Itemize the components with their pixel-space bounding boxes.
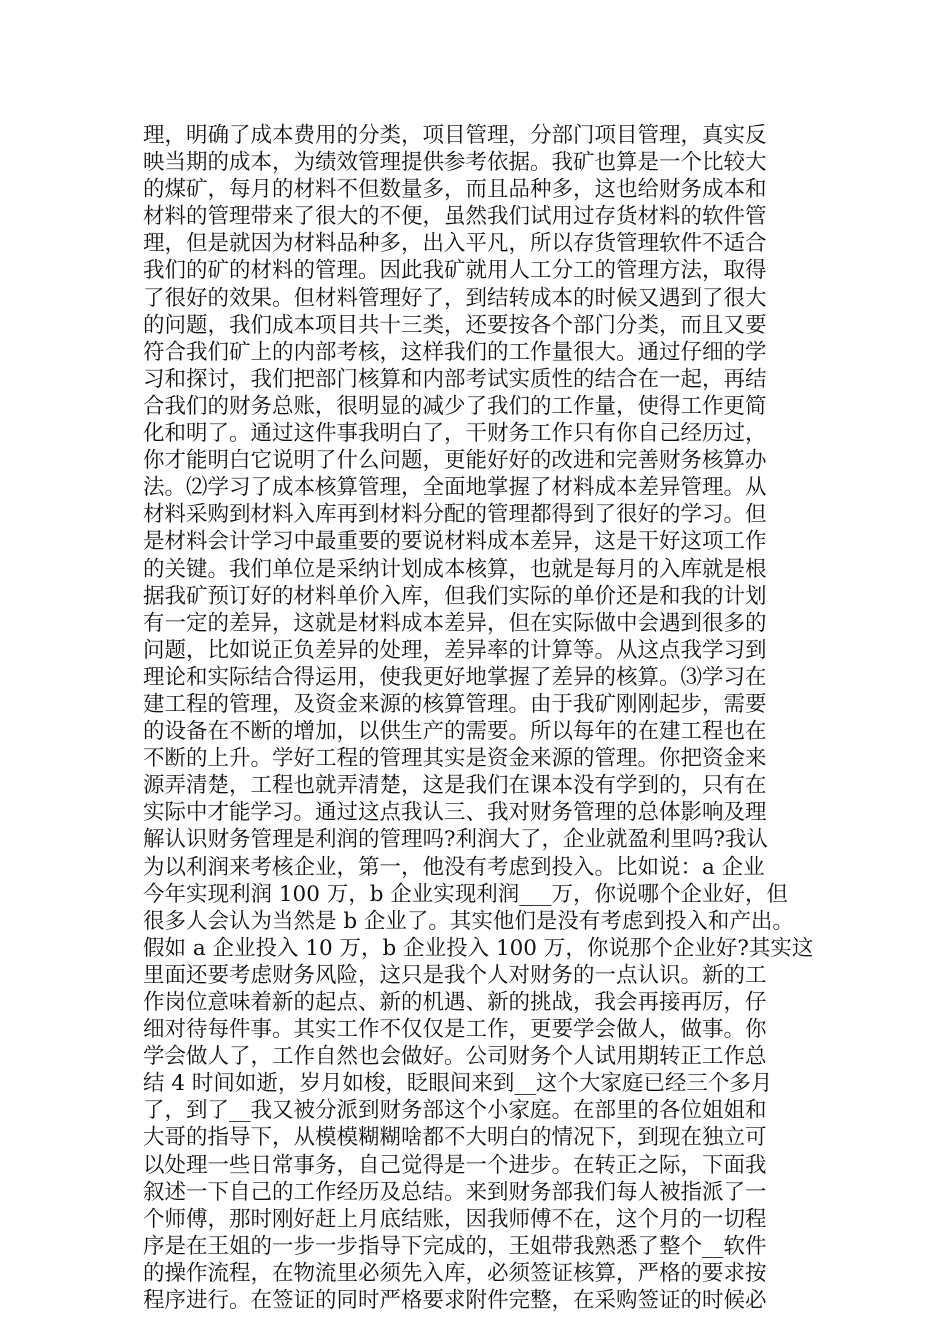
text-line: 合我们的财务总账，很明显的减少了我们的工作量，使得工作更简 (143, 393, 767, 419)
text-line: 大哥的指导下，从模模糊糊啥都不大明白的情况下，到现在独立可 (143, 1125, 767, 1151)
text-line: 序是在王姐的一步一步指导下完成的，王姐带我熟悉了整个__软件 (143, 1233, 767, 1259)
text-line: 材料的管理带来了很大的不便，虽然我们试用过存货材料的软件管 (143, 204, 767, 230)
text-line: 的问题，我们成本项目共十三类，还要按各个部门分类，而且又要 (143, 312, 767, 338)
text-line: 学会做人了，工作自然也会做好。公司财务个人试用期转正工作总 (143, 1044, 767, 1070)
text-line: 不断的上升。学好工程的管理其实是资金来源的管理。你把资金来 (143, 746, 767, 772)
text-line: 结 4 时间如逝，岁月如梭，眨眼间来到__这个大家庭已经三个多月 (143, 1071, 773, 1097)
text-line: 的设备在不断的增加，以供生产的需要。所以每年的在建工程也在 (143, 719, 767, 745)
text-line: 了，到了__我又被分派到财务部这个小家庭。在部里的各位姐姐和 (143, 1098, 767, 1124)
text-line: 法。⑵学习了成本核算管理，全面地掌握了材料成本差异管理。从 (143, 475, 767, 501)
text-line: 化和明了。通过这件事我明白了，干财务工作只有你自己经历过， (143, 421, 767, 447)
text-line: 习和探讨，我们把部门核算和内部考试实质性的结合在一起，再结 (143, 366, 767, 392)
text-line: 很多人会认为当然是 b 企业了。其实他们是没有考虑到投入和产出。 (143, 908, 794, 934)
text-line: 了很好的效果。但材料管理好了，到结转成本的时候又遇到了很大 (143, 285, 767, 311)
text-line: 材料采购到材料入库再到材料分配的管理都得到了很好的学习。但 (143, 502, 767, 528)
text-line: 程序进行。在签证的同时严格要求附件完整，在采购签证的时候必 (143, 1288, 767, 1314)
text-line: 是材料会计学习中最重要的要说材料成本差异，这是干好这项工作 (143, 529, 767, 555)
text-line: 理，明确了成本费用的分类，项目管理，分部门项目管理，真实反 (143, 123, 767, 148)
text-line: 叙述一下自己的工作经历及总结。来到财务部我们每人被指派了一 (143, 1179, 767, 1205)
text-line: 的关键。我们单位是采纳计划成本核算，也就是每月的入库就是根 (143, 556, 767, 582)
text-line: 理论和实际结合得运用，使我更好地掌握了差异的核算。⑶学习在 (143, 664, 767, 690)
text-line: 据我矿预订好的材料单价入库，但我们实际的单价还是和我的计划 (143, 583, 767, 609)
text-line: 映当期的成本，为绩效管理提供参考依据。我矿也算是一个比较大 (143, 150, 767, 176)
text-line: 作岗位意味着新的起点、新的机遇、新的挑战，我会再接再厉，仔 (143, 990, 767, 1015)
text-line: 为以利润来考核企业，第一，他没有考虑到投入。比如说：a 企业 (143, 854, 765, 880)
text-line: 的操作流程，在物流里必须先入库，必须签证核算，严格的要求按 (143, 1260, 767, 1286)
text-line: 个师傅，那时刚好赶上月底结账，因我师傅不在，这个月的一切程 (143, 1206, 767, 1232)
text-line: 源弄清楚，工程也就弄清楚，这是我们在课本没有学到的，只有在 (143, 773, 767, 799)
text-line: 细对待每件事。其实工作不仅仅是工作，更要学会做人，做事。你 (143, 1017, 767, 1043)
text-line: 有一定的差异，这就是材料成本差异，但在实际做中会遇到很多的 (143, 610, 767, 636)
text-line: 今年实现利润 100 万，b 企业实现利润___万，你说哪个企业好，但 (143, 881, 789, 907)
text-line: 假如 a 企业投入 10 万，b 企业投入 100 万，你说那个企业好?其实这 (143, 935, 814, 961)
text-line: 解认识财务管理是利润的管理吗?利润大了，企业就盈利里吗?我认 (143, 827, 769, 853)
text-line: 以处理一些日常事务，自己觉得是一个进步。在转正之际，下面我 (143, 1152, 767, 1178)
text-line: 你才能明白它说明了什么问题，更能好好的改进和完善财务核算办 (143, 448, 767, 474)
text-line: 我们的矿的材料的管理。因此我矿就用人工分工的管理方法，取得 (143, 258, 767, 284)
text-line: 符合我们矿上的内部考核，这样我们的工作量很大。通过仔细的学 (143, 339, 767, 365)
text-line: 实际中才能学习。通过这点我认三、我对财务管理的总体影响及理 (143, 800, 767, 826)
body-text (143, 122, 823, 1314)
text-line: 建工程的管理，及资金来源的核算管理。由于我矿刚刚起步，需要 (143, 691, 767, 717)
text-line: 的煤矿，每月的材料不但数量多，而且品种多，这也给财务成本和 (143, 177, 767, 203)
text-line: 理，但是就因为材料品种多，出入平凡，所以存货管理软件不适合 (143, 231, 767, 257)
text-line: 里面还要考虑财务风险，这只是我个人对财务的一点认识。新的工 (143, 962, 767, 988)
text-line: 问题，比如说正负差异的处理，差异率的计算等。从这点我学习到 (143, 637, 767, 663)
